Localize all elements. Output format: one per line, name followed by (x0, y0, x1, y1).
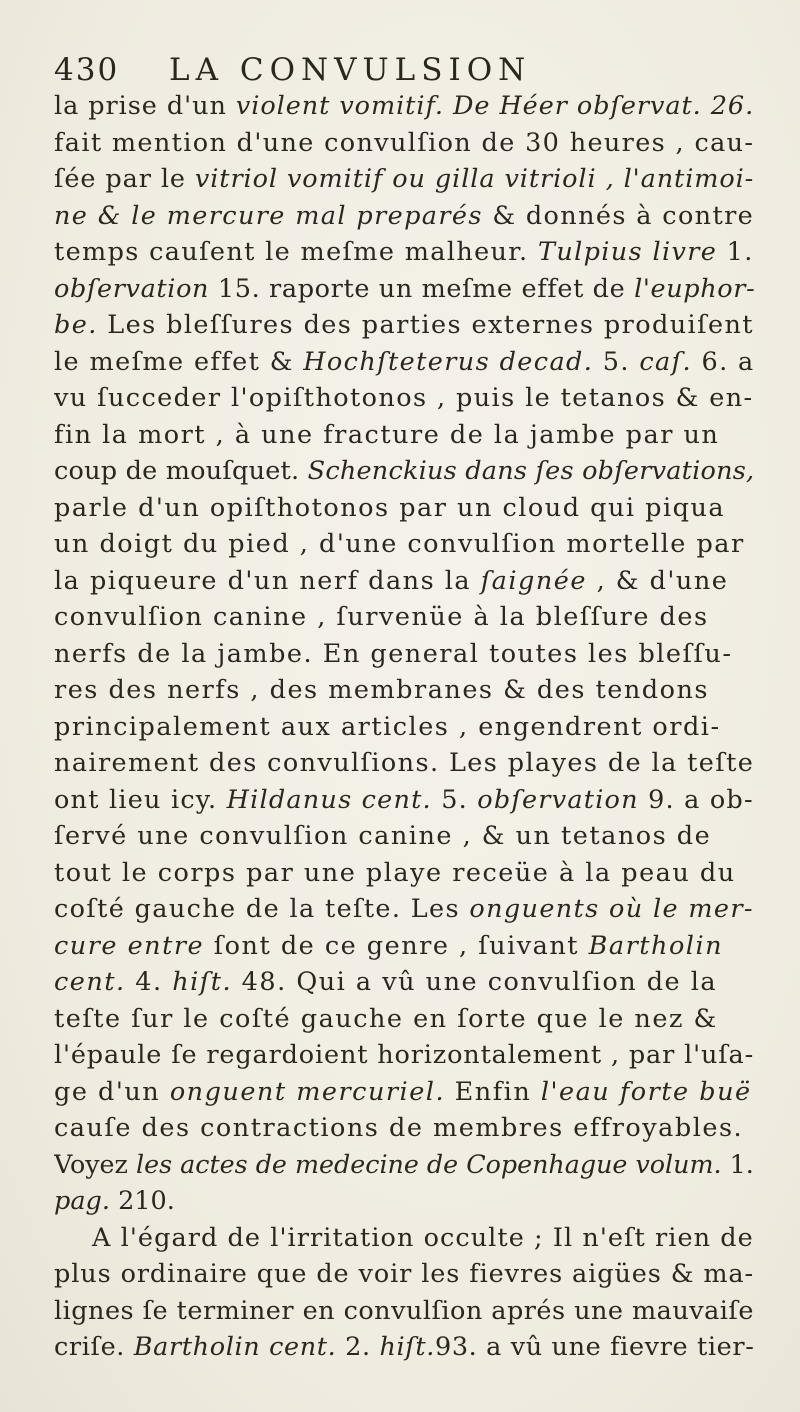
text-line (54, 526, 784, 563)
text-line (54, 490, 784, 527)
italic-segment: l'eau forte buë (540, 1076, 752, 1107)
text-segment: 6. a (691, 346, 755, 377)
text-segment: 4. (125, 967, 173, 997)
text-line (54, 271, 784, 308)
text-segment: lignes ſe terminer en convulſion aprés une mauvaiſe (54, 1295, 754, 1326)
text-line (54, 855, 784, 892)
text-segment: ſée par le (54, 164, 195, 194)
text-segment: vu ſucceder l'opiſthotonos , puis le tetanos & en- (54, 383, 754, 413)
text-line (54, 380, 784, 417)
italic-segment: vitriol vomitif ou gilla vitrioli , l'antimoi- (194, 164, 755, 194)
italic-segment: hiſt. (172, 967, 233, 997)
text-segment: 210. (109, 1186, 175, 1216)
italic-segment: pag. (54, 1186, 110, 1216)
text-line (54, 307, 784, 344)
text-line (54, 964, 784, 1001)
text-segment: plus ordinaire que de voir les fievres aigües & ma- (54, 1259, 755, 1289)
page-number: 430 (54, 52, 120, 88)
text-segment: le meſme effet & (54, 346, 304, 377)
italic-segment: Schenckius dans ſes obſervations, (307, 456, 755, 486)
italic-segment: onguents où le mer- (469, 894, 754, 924)
running-header (54, 52, 694, 92)
running-title: LA CONVULSION (169, 52, 532, 88)
italic-segment: ne & le mercure mal preparés (54, 200, 483, 231)
text-line (54, 234, 784, 271)
text-segment: ge d'un (54, 1076, 170, 1107)
text-segment: temps cauſent le meſme malheur. (54, 237, 538, 267)
text-segment: Enfin (445, 1076, 541, 1107)
text-line (54, 1074, 784, 1111)
text-line (54, 161, 784, 198)
text-segment: nairement des convulſions. Les playes de la teſte (54, 748, 755, 778)
text-segment: ſont de ce genre , ſuivant (204, 930, 589, 961)
text-segment: res des nerfs , des membranes & des tendons (54, 675, 709, 705)
text-segment: ſervé une convulſion canine , & un tetanos de (54, 821, 712, 851)
italic-segment: violent vomitif. De Héer obſervat. 26. (235, 91, 755, 121)
italic-segment: Hildanus cent. (226, 784, 432, 815)
text-segment: tout le corps par une playe receüe à la peau du (54, 857, 736, 888)
body-text (54, 88, 784, 1366)
text-line (54, 1147, 780, 1184)
text-line (54, 563, 784, 600)
text-line (54, 672, 784, 709)
text-line (54, 818, 784, 855)
text-segment: nerfs de la jambe. En general toutes les bleſſu- (54, 638, 733, 669)
text-segment: cauſe des contractions de membres effroyables. (54, 1113, 744, 1143)
text-segment: Voyez (54, 1149, 136, 1180)
text-segment: 93. a vû une fievre tier- (434, 1332, 755, 1362)
italic-segment: ſaignée (480, 565, 587, 596)
italic-segment: l'euphor- (634, 273, 756, 304)
text-line (54, 599, 784, 636)
text-segment: 1. (717, 237, 754, 267)
text-segment: ont lieu icy. (54, 784, 227, 815)
italic-segment: cent. (54, 967, 126, 997)
text-line (54, 344, 784, 381)
italic-segment: obſervation (477, 784, 639, 815)
text-line (54, 1220, 784, 1257)
text-segment: 5. (431, 784, 478, 815)
text-segment: 9. a ob- (638, 784, 754, 815)
text-segment: convulſion canine , ſurvenüe à la bleſſure des (54, 602, 709, 632)
italic-segment: obſervation (54, 273, 210, 304)
text-line (54, 417, 784, 454)
text-line (54, 198, 784, 235)
text-segment: 5. (593, 346, 640, 377)
text-segment: teſte ſur le coſté gauche en ſorte que le nez & (54, 1003, 718, 1034)
italic-segment: caſ. (639, 346, 692, 377)
text-segment: 1. (721, 1149, 754, 1180)
text-segment: 2. (336, 1332, 380, 1362)
text-line (54, 1037, 784, 1074)
text-line (54, 1110, 784, 1147)
text-segment: coup de mouſquet. (54, 456, 308, 486)
text-segment: coſté gauche de la teſte. Les (54, 894, 470, 924)
italic-segment: Bartholin (588, 930, 724, 961)
text-segment: & donnés à contre (482, 200, 755, 231)
italic-segment: Tulpius livre (537, 237, 718, 267)
text-line (54, 709, 784, 746)
text-line (54, 88, 784, 125)
text-segment: la prise d'un (54, 91, 236, 121)
text-line (54, 1256, 784, 1293)
italic-segment: be. (54, 310, 98, 340)
text-line (54, 745, 784, 782)
text-segment: , & d'une (586, 565, 729, 596)
text-segment: Les bleſſures des parties externes produiſent (97, 310, 754, 340)
text-segment: parle d'un opiſthotonos par un cloud qui piqua (54, 492, 726, 523)
text-segment: criſe. (54, 1332, 134, 1362)
text-line (54, 1293, 784, 1330)
italic-segment: les actes de medecine de Copenhague volum. (135, 1149, 722, 1180)
text-line (54, 1329, 784, 1366)
text-line (54, 453, 784, 490)
text-segment: A l'égard de l'irritation occulte ; Il n'eſt rien de (92, 1222, 754, 1253)
text-segment: la piqueure d'un nerf dans la (54, 565, 481, 596)
text-segment: fait mention d'une convulſion de 30 heures , cau- (54, 127, 755, 158)
text-line (54, 928, 784, 965)
text-line (54, 125, 784, 162)
text-segment: 48. Qui a vû une convulſion de la (232, 967, 718, 997)
text-line (54, 636, 784, 673)
text-segment: l'épaule ſe regardoient horizontalement , par l'uſa- (54, 1040, 755, 1070)
italic-segment: Bartholin cent. (133, 1332, 337, 1362)
text-line (54, 782, 784, 819)
italic-segment: Hochſteterus decad. (303, 346, 594, 377)
italic-segment: hiſt. (379, 1332, 435, 1362)
italic-segment: onguent mercuriel. (169, 1076, 446, 1107)
text-segment: principalement aux articles , engendrent ordi- (54, 711, 721, 742)
italic-segment: cure entre (54, 930, 205, 961)
text-line (54, 1183, 784, 1220)
text-segment: un doigt du pied , d'une convulſion mortelle par (54, 529, 745, 559)
text-line (54, 1001, 784, 1038)
text-segment: 15. raporte un meſme effet de (209, 273, 635, 304)
text-segment: fin la mort , à une fracture de la jambe par un (54, 419, 720, 450)
text-line (54, 891, 784, 928)
